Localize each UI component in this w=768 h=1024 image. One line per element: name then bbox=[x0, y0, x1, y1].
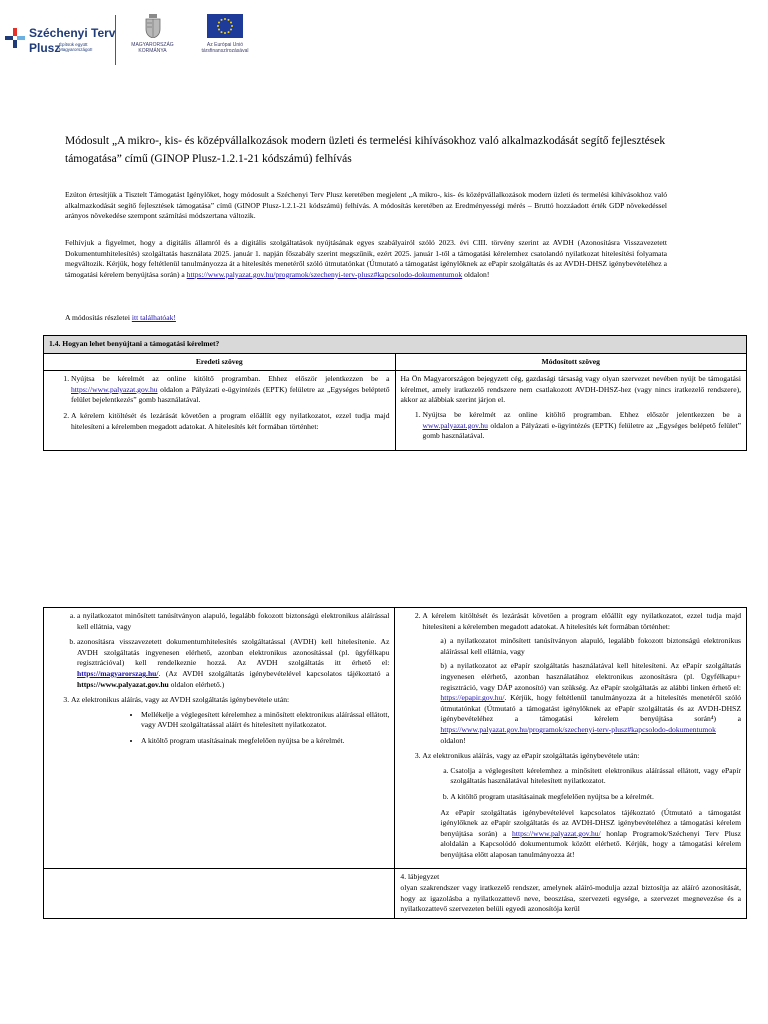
original-item-2: 2. A kérelem kitöltését és lezárását követően a program előállít egy nyilatkozatot, ezzel tudja majd hitelesíteni a kérelemben megadott adatokat. A hitelesítés két formában történhet: bbox=[71, 411, 390, 432]
modified-item-3 bbox=[422, 751, 741, 860]
comparison-table-part2 bbox=[43, 607, 747, 919]
document-title: Módosult „A mikro-, kis- és középvállalkozások modern üzleti és termelési kihívásokhoz való alkalmazkodását segítő fejlesztések támogatása” című (GINOP Plusz-1.2.1-21 kódszámú) felhívás bbox=[65, 135, 666, 165]
content-row bbox=[44, 371, 747, 451]
epapir-link[interactable]: https://epapir.gov.hu/ bbox=[440, 693, 505, 703]
original-sub-b-bold-url: https://www.palyazat.gov.hu bbox=[77, 679, 169, 689]
details-text: A módosítás részletei bbox=[65, 313, 132, 322]
original-bullet-1: • Mellékelje a véglegesített kérelemhez a minősített elektronikus aláírással ellátott, vagy AVDH szolgáltatással aláírt és hitelesített nyilatkozatot. bbox=[141, 710, 389, 731]
szechenyi-plus-mark-icon bbox=[5, 28, 25, 48]
original-sub-a: a. a nyilatkozatot minősített tanúsítványon alapuló, legalább fokozott biztonságú elektronikus aláírással kell ellátnia, vagy bbox=[77, 611, 389, 632]
header-original: Eredeti szöveg bbox=[44, 353, 396, 371]
original-list-continued bbox=[49, 695, 389, 746]
modified-cell-continued bbox=[395, 608, 747, 869]
eu-flag-icon bbox=[207, 14, 243, 38]
modified-item-1 bbox=[423, 410, 741, 442]
modified-documents-link[interactable]: https://www.palyazat.gov.hu/programok/szechenyi-terv-plusz#kapcsolodo-dokumentumok bbox=[440, 724, 716, 734]
section-row bbox=[44, 336, 747, 354]
eu-line-1: Az Európai Unió bbox=[206, 42, 244, 48]
modified-note bbox=[422, 808, 741, 861]
modified-item-3-a: a. Csatolja a véglegesített kérelemhez a minősített elektronikus aláírással ellátott, vagy ePapír szolgáltatás használatával hitelesített nyilatkozatot. bbox=[450, 766, 741, 787]
avdh-notice-text: Felhívjuk a figyelmet, hogy a digitális államról és a digitális szolgáltatások nyújtásának egyes szabályairól szóló 2023. évi CIII. törvény szerint az AVDH (Azonosításra Visszavezetett Dokumentumhitelesítés) szolgáltatás használata 2025. január 1. napján főszabály szerint megszűnik, ezért 2025. január 1-től a támogatási kérelemhez csatolandó nyilatkozat hitelesítési folyamata megváltozik. Kérjük, hogy feltétlenül tanulmányozza át a hitelesítés menetéről szóló útmutatónkat (Útmutató a támogatást igénylőknek az ePapír szolgáltatás és az AVDH-DHSZ igénybevételéhez a támogatási kérelem benyújtása során) a bbox=[65, 238, 667, 279]
modified-item-3-text: Az elektronikus aláírás, vagy az ePapír szolgáltatás igénybevétele után: bbox=[422, 751, 640, 761]
modified-intro: Ha Ön Magyarországon bejegyzett cég, gazdasági társaság vagy olyan szervezet nevében nyújt be támogatási kérelmet, amely iratkezelő rendszere nem csatlakozott AVDH-DHSZ-hez (vagy nincs iratkezelő rendszere), akkor az alábbiak szerint járjon el. bbox=[400, 374, 741, 405]
modified-list bbox=[401, 410, 741, 442]
government-line-1: MAGYARORSZÁG bbox=[131, 42, 174, 48]
modified-item-2-text: A kérelem kitöltését és lezárását követően a program előállít egy nyilatkozatot, ezzel tudja majd hitelesíteni a kérelemben megadott adatokat. A hitelesítés két formában történhet: bbox=[422, 611, 741, 631]
original-item-1 bbox=[71, 374, 390, 406]
comparison-table-part1 bbox=[43, 335, 747, 451]
original-bullets bbox=[71, 710, 389, 747]
modified-item-3-b: b. A kitöltő program utasításainak megfelelően nyújtsa be a kérelmét. bbox=[450, 792, 741, 803]
eu-text bbox=[193, 42, 257, 54]
modified-sub-b-text-3: oldalon! bbox=[440, 735, 466, 745]
modified-item-3-sublist bbox=[422, 766, 741, 803]
footnote-row bbox=[44, 869, 747, 918]
header-row bbox=[44, 353, 747, 371]
modified-palyazat-link[interactable]: www.palyazat.gov.hu bbox=[422, 420, 488, 430]
szechenyi-tagline-1: Építsük együtt bbox=[59, 42, 88, 47]
content-row-continued bbox=[44, 608, 747, 869]
avdh-notice-end: oldalon! bbox=[462, 269, 490, 279]
modified-item-1-text-b: oldalon a Pályázati e-ügyintézés (EPTK) felületre az „Egységes belépető felület” gomb használatával. bbox=[422, 420, 741, 441]
original-bullet-2: • A kitöltő program utasításainak megfelelően nyújtsa be a kérelmét. bbox=[141, 736, 389, 747]
footnote-title: 4. lábjegyzet bbox=[400, 872, 440, 882]
intro-paragraph: Ezúton értesítjük a Tisztelt Támogatást Igénylőket, hogy módosult a Széchenyi Terv Plusz keretében megjelent „A mikro-, kis- és középvállalkozások modern üzleti és termelési kihívásokhoz való alkalmazkodását segítő fejlesztések támogatása” című (GINOP Plusz-1.2.1-21 kódszámú) felhívás. A módosítás keretében az Eredményességi mérés – Bruttó hozzáadott érték GDP növekedéssel arányos növekedése szempont számítási módszertana változik. bbox=[65, 190, 667, 221]
original-cell-continued bbox=[44, 608, 395, 869]
modified-sub-b-text-1: b) a nyilatkozatot az ePapír szolgáltatás használatával kell hitelesíteni. Az ePapír szolgáltatás ingyenesen elérhető, azonban használatához elektronikus azonosításra (pl. Ügyfélkapu+ regisztráció, vagy DÁP azonosító) van szükség. Az ePapír szolgáltatás az alábbi linken érhető el: bbox=[440, 661, 741, 692]
original-item-3-text: Az elektronikus aláírás, vagy az AVDH szolgáltatás igénybevétele után: bbox=[71, 695, 290, 705]
logo-divider bbox=[115, 15, 116, 65]
original-item-1-text-a: Nyújtsa be kérelmét az online kitöltő programban. Ehhez először jelentkezzen be a bbox=[71, 374, 390, 384]
modified-note-text-1: Az ePapír szolgáltatás igénybevételével kapcsolatos tájékoztató (Útmutató a támogatást igénylőknek az ePapír szolgáltatás és az AVDH-DHSZ igénybevételéhez a támogatási kérelem benyújtása során) a bbox=[440, 807, 741, 838]
modified-item-1-text-a: Nyújtsa be kérelmét az online kitöltő programban. Ehhez először jelentkezzen be a bbox=[422, 409, 741, 419]
coat-of-arms-icon bbox=[144, 14, 162, 38]
header-modified: Módosított szöveg bbox=[395, 353, 746, 371]
details-paragraph bbox=[65, 313, 667, 324]
original-cell bbox=[44, 371, 396, 451]
avdh-notice-paragraph bbox=[65, 238, 667, 280]
footnote-cell bbox=[395, 869, 747, 918]
modified-cell bbox=[395, 371, 746, 451]
original-sub-b-text-2: . (Az AVDH szolgáltatás igénybevételével kapcsolatos tájékoztató a bbox=[158, 668, 390, 678]
szechenyi-tagline bbox=[59, 42, 93, 52]
header-logos bbox=[0, 0, 768, 75]
modified-sub-b-text-2: . Kérjük, hogy feltétlenül tanulmányozza át a hitelesítés menetéről szóló útmutatónkat (Útmutató a támogatást igénylőknek az ePapír szolgáltatás és az AVDH-DHSZ igénybevételéhez a támogatási kérelem benyújtása során⁴) a bbox=[440, 693, 741, 724]
eu-line-2: társfinanszírozásával bbox=[201, 48, 249, 54]
modified-item-2 bbox=[422, 611, 741, 746]
details-link[interactable]: itt találhatóak! bbox=[131, 313, 176, 322]
original-sub-b bbox=[77, 637, 389, 690]
original-sublist bbox=[49, 611, 389, 690]
original-sub-b-text-1: azonosításra visszavezetett dokumentumhitelesítés szolgáltatással (AVDH) kell hitelesítenie. Az AVDH szolgáltatás ingyenesen elérhető, azonban elektronikus azonosítással (pl. ügyfélkapu regisztrációval) kell rendelkeznie hozzá. Az AVDH szolgáltatás itt érhető el: bbox=[77, 637, 390, 668]
original-item-3 bbox=[71, 695, 389, 746]
szechenyi-title: Széchenyi Terv bbox=[29, 26, 116, 40]
footnote-text: olyan szakrendszer vagy iratkezelő rendszer, amelynek aláíró-modulja azzal biztosítja az aláíró azonosítását, hogy az igazolásba a nyilatkozattevő neve, beosztása, szervezeti egysége, a szervezet megnevezése és a nyilatkozattevő szervezeten belüli egyedi azonosítója kerül bbox=[400, 883, 741, 914]
szechenyi-terv-plusz-logo bbox=[5, 20, 116, 65]
original-sub-b-text-3: oldalon elérhető.) bbox=[168, 679, 225, 689]
szechenyi-tagline-2: Magyarországot! bbox=[59, 47, 93, 52]
modified-note-link[interactable]: https://www.palyazat.gov.hu/ bbox=[512, 828, 601, 838]
modified-list-continued bbox=[400, 611, 741, 860]
original-palyazat-link[interactable]: https://www.palyazat.gov.hu bbox=[71, 384, 158, 394]
original-list bbox=[49, 374, 390, 432]
footnote-empty-cell bbox=[44, 869, 395, 918]
section-title: 1.4. Hogyan lehet benyújtani a támogatási kérelmet? bbox=[44, 336, 747, 354]
modified-sub-a: a) a nyilatkozatot minősített tanúsítványon alapuló, legalább fokozott biztonságú elektronikus aláírással kell ellátnia, vagy bbox=[440, 636, 741, 656]
government-line-2: KORMÁNYA bbox=[138, 48, 167, 54]
hungarian-government-logo bbox=[125, 14, 180, 70]
modified-note-text-2: honlap Programok/Széchenyi Terv Plusz aloldalán a Kapcsolódó dokumentumok között elérhető. Kérjük, hogy a támogatási kérelem benyújtása előtt alaposan tanulmányozza át! bbox=[440, 828, 741, 859]
eu-cofinancing-logo bbox=[193, 14, 257, 70]
magyarorszag-link[interactable]: https://magyarorszag.hu/ bbox=[77, 668, 159, 678]
szechenyi-plus: Plusz bbox=[29, 41, 61, 55]
government-text bbox=[125, 42, 180, 54]
original-item-1-text-b: oldalon a Pályázati e-ügyintézés (EPTK) felületre az „Egységes beléptető felület bejelentkezés” gomb használatával. bbox=[71, 384, 390, 405]
modified-sub-b bbox=[422, 661, 741, 746]
palyazat-documents-link[interactable]: https://www.palyazat.gov.hu/programok/szechenyi-terv-plusz#kapcsolodo-dokumentumok bbox=[186, 269, 463, 279]
